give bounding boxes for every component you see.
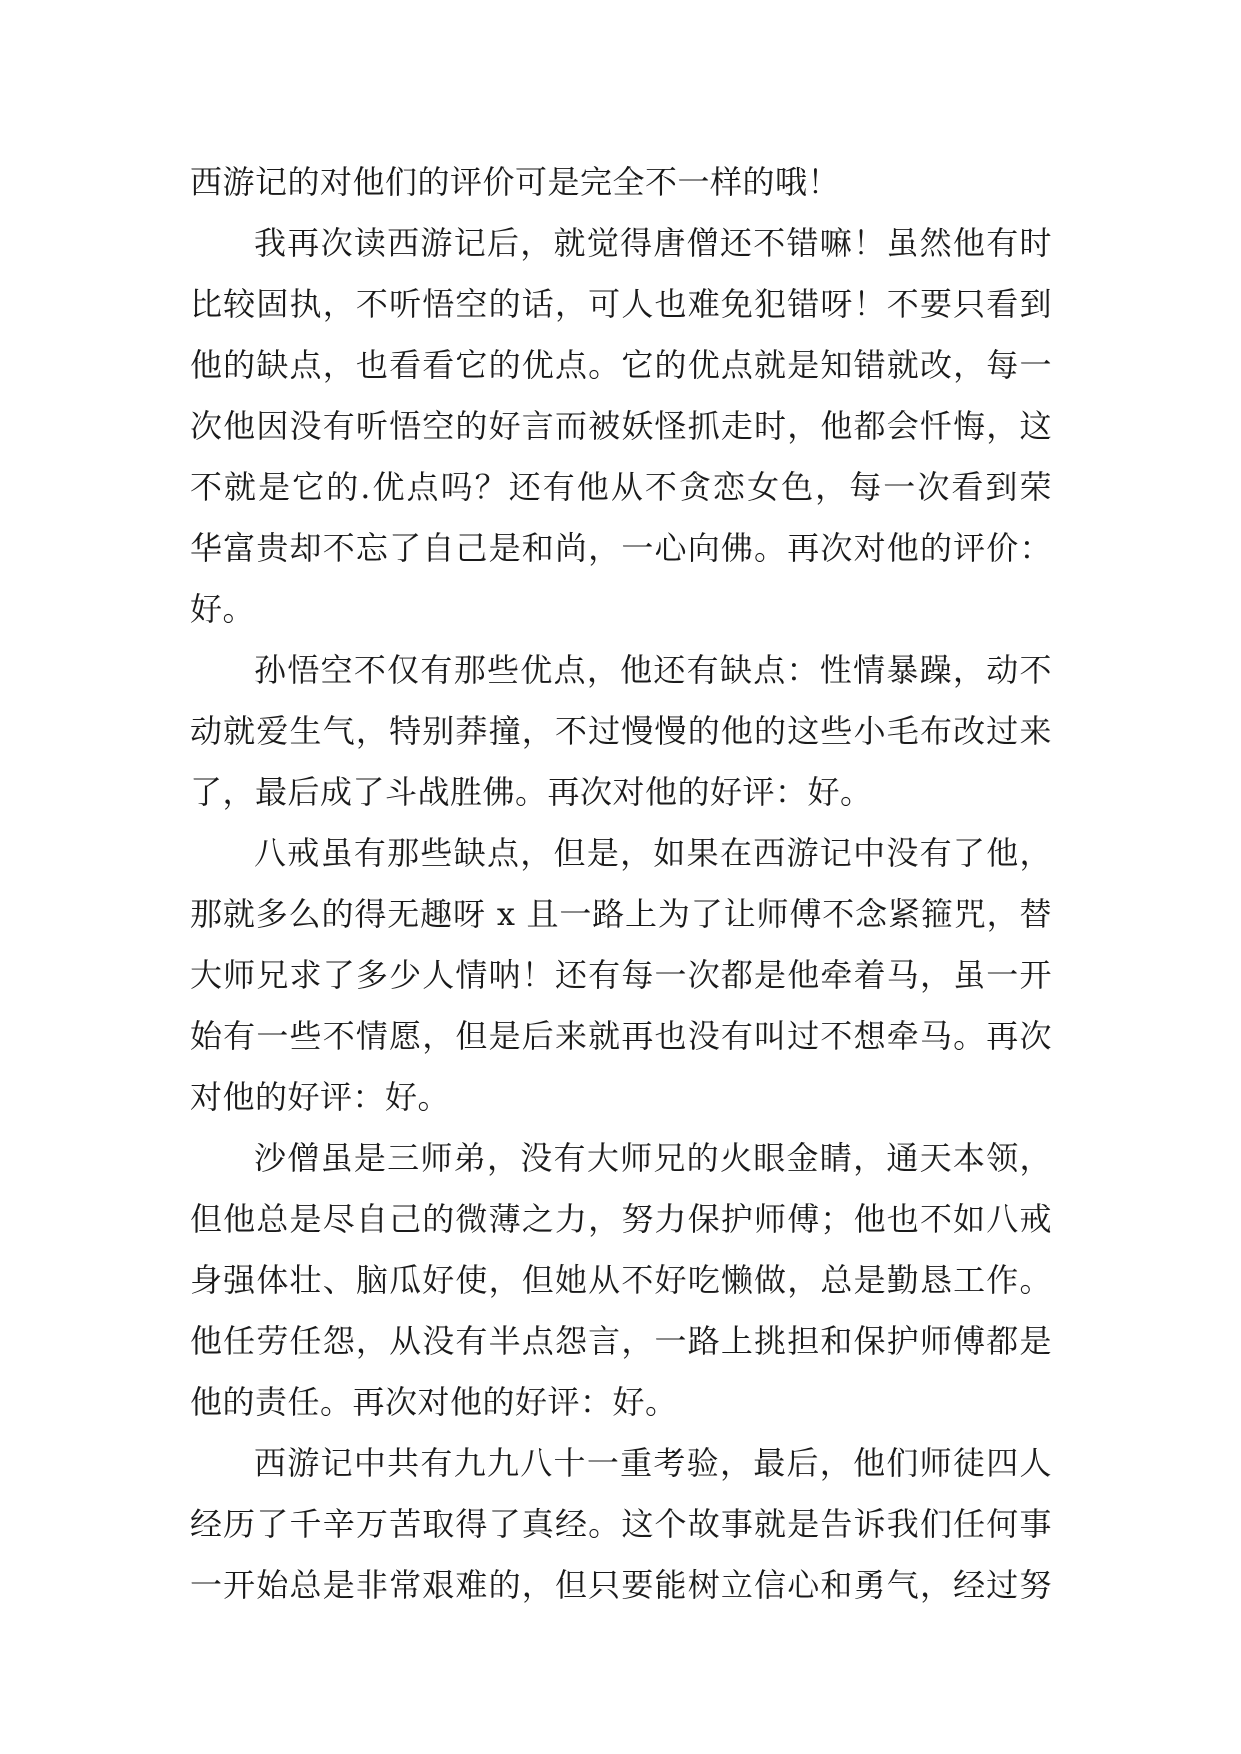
text-line: 西游记中共有九九八十一重考验，最后，他们师徒四人 bbox=[254, 1444, 1052, 1482]
text-line: 动就爱生气，特别莽撞，不过慢慢的他的这些小毛布改过来 bbox=[190, 712, 1052, 750]
text-line: 始有一些不情愿，但是后来就再也没有叫过不想牵马。再次 bbox=[190, 1017, 1052, 1055]
text-line: 他的责任。再次对他的好评：好。 bbox=[190, 1383, 678, 1421]
text-line: 一开始总是非常艰难的，但只要能树立信心和勇气，经过努 bbox=[190, 1566, 1052, 1604]
text-line: 八戒虽有那些缺点，但是，如果在西游记中没有了他， bbox=[254, 834, 1052, 872]
text-line: 比较固执，不听悟空的话，可人也难免犯错呀！不要只看到 bbox=[190, 285, 1052, 323]
text-line: 但他总是尽自己的微薄之力，努力保护师傅；他也不如八戒 bbox=[190, 1200, 1052, 1238]
text-line: 他任劳任怨，从没有半点怨言，一路上挑担和保护师傅都是 bbox=[190, 1322, 1052, 1360]
text-line: 沙僧虽是三师弟，没有大师兄的火眼金睛，通天本领， bbox=[254, 1139, 1052, 1177]
text-line: 他的缺点，也看看它的优点。它的优点就是知错就改，每一 bbox=[190, 346, 1052, 384]
text-line: 那就多么的得无趣呀 x 且一路上为了让师傅不念紧箍咒，替 bbox=[190, 895, 1052, 933]
text-line: 次他因没有听悟空的好言而被妖怪抓走时，他都会忏悔，这 bbox=[190, 407, 1052, 445]
text-line: 好。 bbox=[190, 590, 256, 628]
text-line: 对他的好评：好。 bbox=[190, 1078, 451, 1116]
text-line: 孙悟空不仅有那些优点，他还有缺点：性情暴躁，动不 bbox=[254, 651, 1052, 689]
document-page bbox=[190, 152, 1052, 1616]
text-line: 大师兄求了多少人情呐！还有每一次都是他牵着马，虽一开 bbox=[190, 956, 1052, 994]
text-line: 西游记的对他们的评价可是完全不一样的哦！ bbox=[190, 163, 841, 201]
text-line: 经历了千辛万苦取得了真经。这个故事就是告诉我们任何事 bbox=[190, 1505, 1052, 1543]
text-line: 我再次读西游记后，就觉得唐僧还不错嘛！虽然他有时 bbox=[254, 224, 1052, 262]
text-line: 华富贵却不忘了自己是和尚，一心向佛。再次对他的评价： bbox=[190, 529, 1052, 567]
text-line: 身强体壮、脑瓜好使，但她从不好吃懒做，总是勤恳工作。 bbox=[190, 1261, 1052, 1299]
text-line: 了，最后成了斗战胜佛。再次对他的好评：好。 bbox=[190, 773, 873, 811]
text-line: 不就是它的.优点吗？还有他从不贪恋女色，每一次看到荣 bbox=[190, 468, 1052, 506]
